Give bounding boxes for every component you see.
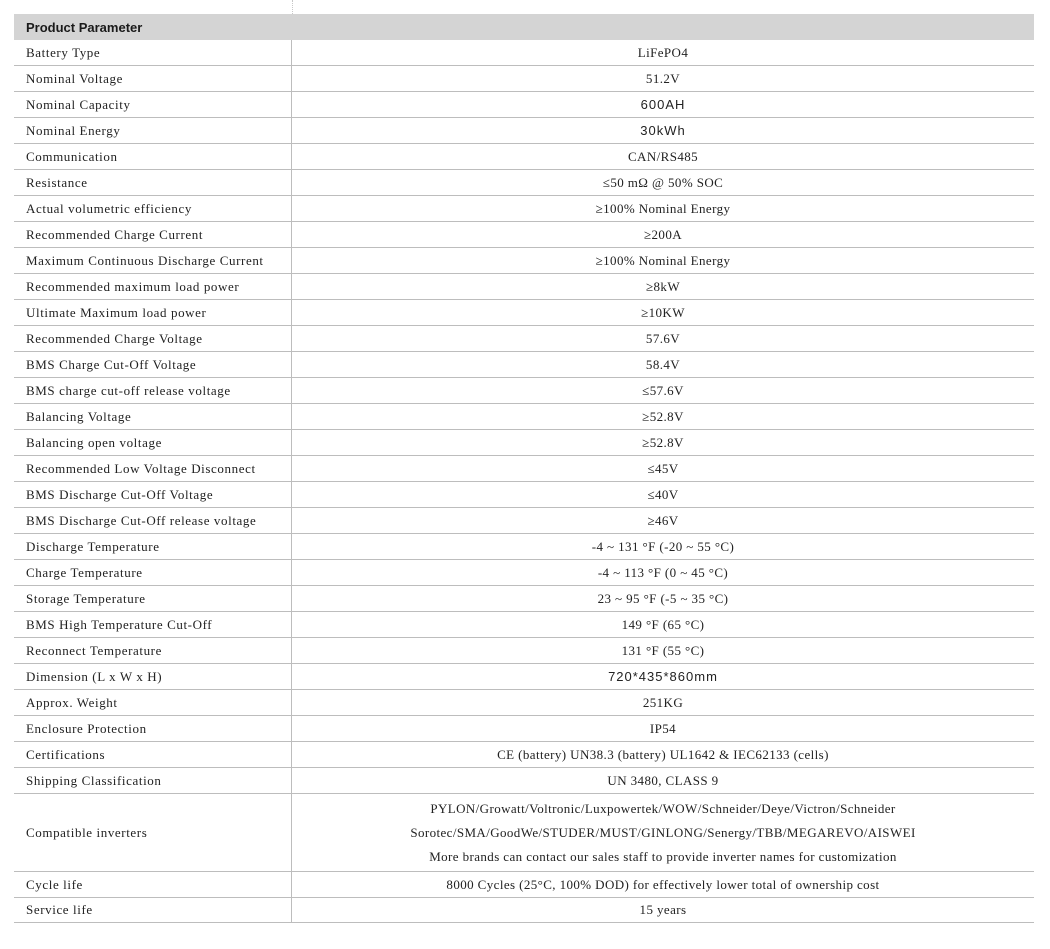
table-row <box>14 638 1034 664</box>
table-row <box>14 326 1034 352</box>
parameter-value: 720*435*860mm <box>608 669 718 684</box>
table-row <box>14 508 1034 534</box>
parameter-label: Certifications <box>14 742 292 767</box>
parameter-value: ≥10KW <box>641 304 685 320</box>
table-row <box>14 482 1034 508</box>
parameter-label: Recommended Low Voltage Disconnect <box>14 456 292 481</box>
parameter-label: Balancing Voltage <box>14 404 292 429</box>
parameter-label: Nominal Energy <box>14 118 292 143</box>
parameter-value: ≥200A <box>643 226 683 242</box>
table-row <box>14 196 1034 222</box>
parameter-label: Recommended maximum load power <box>14 274 292 299</box>
table-row <box>14 742 1034 768</box>
parameter-value-line: More brands can contact our sales staff to provide inverter names for customization <box>429 848 897 864</box>
table-row <box>14 456 1034 482</box>
parameter-label: Shipping Classification <box>14 768 292 793</box>
table-row <box>14 898 1034 923</box>
parameter-label: BMS Discharge Cut-Off Voltage <box>14 482 292 507</box>
parameter-value: ≥52.8V <box>642 434 684 450</box>
parameter-value: 131 °F (55 °C) <box>621 642 705 658</box>
parameter-value: IP54 <box>649 720 677 736</box>
table-row <box>14 664 1034 690</box>
parameter-value: ≥100% Nominal Energy <box>595 252 731 268</box>
parameter-label: Enclosure Protection <box>14 716 292 741</box>
parameter-value: CE (battery) UN38.3 (battery) UL1642 & IEC62133 (cells) <box>497 746 829 762</box>
parameter-value: 15 years <box>639 902 687 917</box>
parameter-value: 30kWh <box>640 123 686 138</box>
parameter-label: Charge Temperature <box>14 560 292 585</box>
table-row <box>14 274 1034 300</box>
parameter-value: -4 ~ 131 °F (-20 ~ 55 °C) <box>591 538 735 554</box>
table-row <box>14 404 1034 430</box>
parameter-value-line: PYLON/Growatt/Voltronic/Luxpowertek/WOW/Schneider/Deye/Victron/Schneider <box>430 800 896 816</box>
parameter-value: ≤45V <box>647 460 679 476</box>
table-row <box>14 170 1034 196</box>
table-row <box>14 872 1034 898</box>
parameter-label: Recommended Charge Voltage <box>14 326 292 351</box>
parameter-value <box>292 794 1034 871</box>
parameter-value: ≤40V <box>647 486 679 502</box>
parameter-value: ≥52.8V <box>642 408 684 424</box>
parameter-label: Communication <box>14 144 292 169</box>
table-row <box>14 612 1034 638</box>
table-header: Product Parameter <box>14 14 1034 40</box>
parameter-label: Battery Type <box>14 40 292 65</box>
table-row <box>14 144 1034 170</box>
table-row <box>14 716 1034 742</box>
table-row <box>14 118 1034 144</box>
parameter-label: Approx. Weight <box>14 690 292 715</box>
parameter-value: ≥100% Nominal Energy <box>595 200 731 216</box>
parameter-value: 600AH <box>640 97 686 112</box>
parameter-value: ≤50 mΩ @ 50% SOC <box>602 174 724 190</box>
table-row <box>14 352 1034 378</box>
parameter-label: Recommended Charge Current <box>14 222 292 247</box>
parameter-label: BMS Discharge Cut-Off release voltage <box>14 508 292 533</box>
parameter-label: Compatible inverters <box>14 794 292 871</box>
parameter-label: BMS High Temperature Cut-Off <box>14 612 292 637</box>
parameter-value: ≤57.6V <box>642 382 684 398</box>
parameter-label: Actual volumetric efficiency <box>14 196 292 221</box>
parameter-label: BMS Charge Cut-Off Voltage <box>14 352 292 377</box>
parameter-label: Resistance <box>14 170 292 195</box>
table-row <box>14 222 1034 248</box>
parameter-label: Nominal Capacity <box>14 92 292 117</box>
table-row <box>14 92 1034 118</box>
parameter-value: ≥46V <box>647 512 679 528</box>
parameter-label: Cycle life <box>14 872 292 897</box>
parameter-label: Discharge Temperature <box>14 534 292 559</box>
parameter-label: Nominal Voltage <box>14 66 292 91</box>
parameter-value: ≥8kW <box>645 278 680 294</box>
table-row <box>14 40 1034 66</box>
table-row <box>14 300 1034 326</box>
table-body <box>14 40 1034 923</box>
parameter-label: Storage Temperature <box>14 586 292 611</box>
table-row <box>14 378 1034 404</box>
table-row <box>14 794 1034 872</box>
table-row <box>14 768 1034 794</box>
parameter-value: UN 3480, CLASS 9 <box>607 772 719 788</box>
parameter-value: LiFePO4 <box>637 44 689 60</box>
parameter-value: 51.2V <box>645 70 681 86</box>
parameter-value: 57.6V <box>645 330 681 346</box>
parameter-value: -4 ~ 113 °F (0 ~ 45 °C) <box>597 564 729 580</box>
parameter-value: 8000 Cycles (25°C, 100% DOD) for effectively lower total of ownership cost <box>446 876 880 892</box>
table-row <box>14 534 1034 560</box>
parameter-label: Reconnect Temperature <box>14 638 292 663</box>
parameter-value: 58.4V <box>645 356 681 372</box>
column-guide-line <box>292 0 293 14</box>
parameter-value: CAN/RS485 <box>627 148 699 164</box>
parameter-label: BMS charge cut-off release voltage <box>14 378 292 403</box>
parameter-label: Maximum Continuous Discharge Current <box>14 248 292 273</box>
parameter-value: 23 ~ 95 °F (-5 ~ 35 °C) <box>597 590 729 606</box>
parameter-value: 251KG <box>642 694 684 710</box>
parameter-label: Service life <box>14 898 292 922</box>
product-parameter-table <box>14 14 1034 923</box>
table-row <box>14 690 1034 716</box>
parameter-label: Dimension (L x W x H) <box>14 664 292 689</box>
table-row <box>14 66 1034 92</box>
parameter-label: Balancing open voltage <box>14 430 292 455</box>
parameter-value: 149 °F (65 °C) <box>621 616 705 632</box>
table-row <box>14 560 1034 586</box>
parameter-label: Ultimate Maximum load power <box>14 300 292 325</box>
parameter-value-line: Sorotec/SMA/GoodWe/STUDER/MUST/GINLONG/Senergy/TBB/MEGAREVO/AISWEI <box>410 824 916 840</box>
table-row <box>14 248 1034 274</box>
table-row <box>14 586 1034 612</box>
table-row <box>14 430 1034 456</box>
